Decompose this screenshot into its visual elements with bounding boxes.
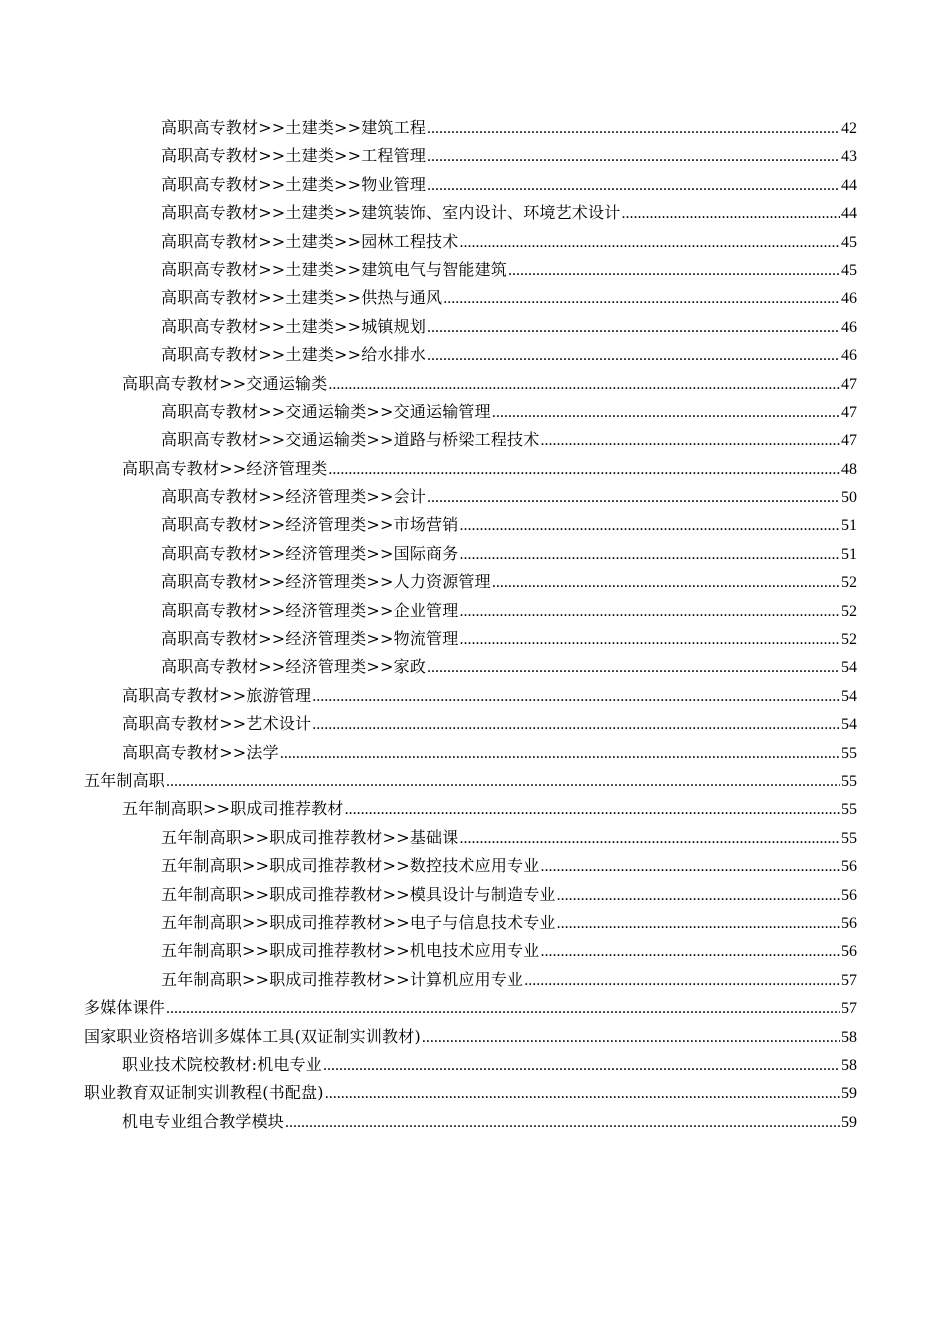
toc-dot-leader bbox=[345, 796, 840, 824]
toc-entry-title: 五年制高职>>职成司推荐教材>>模具设计与制造专业 bbox=[161, 884, 556, 904]
toc-entry-page-number: 52 bbox=[841, 602, 857, 620]
toc-entry-page-number: 58 bbox=[841, 1056, 857, 1074]
toc-entry-page-number: 55 bbox=[841, 744, 857, 762]
toc-entry[interactable] bbox=[84, 909, 857, 937]
toc-dot-leader bbox=[621, 200, 840, 228]
toc-dot-leader bbox=[459, 626, 840, 654]
toc-entry-page-number: 42 bbox=[841, 120, 857, 137]
toc-dot-leader bbox=[459, 512, 840, 540]
toc-entry-title: 高职高专教材>>经济管理类>>物流管理 bbox=[161, 629, 459, 649]
toc-entry-page-number: 48 bbox=[841, 460, 857, 478]
toc-entry-title: 高职高专教材>>交通运输类 bbox=[122, 373, 328, 393]
toc-entry-page-number: 56 bbox=[841, 886, 857, 904]
toc-entry-page-number: 59 bbox=[841, 1085, 857, 1103]
toc-entry[interactable] bbox=[84, 795, 857, 823]
toc-entry-page-number: 51 bbox=[841, 545, 857, 563]
toc-dot-leader bbox=[285, 1109, 840, 1137]
toc-entry[interactable] bbox=[84, 852, 857, 880]
toc-entry-page-number: 56 bbox=[841, 858, 857, 876]
toc-entry[interactable] bbox=[84, 824, 857, 852]
toc-entry[interactable] bbox=[84, 994, 857, 1022]
toc-entry[interactable] bbox=[84, 142, 857, 170]
toc-entry-title: 五年制高职>>职成司推荐教材>>数控技术应用专业 bbox=[161, 856, 540, 876]
toc-dot-leader bbox=[443, 285, 840, 313]
toc-entry-title: 高职高专教材>>经济管理类>>会计 bbox=[161, 487, 427, 507]
toc-entry-page-number: 52 bbox=[841, 574, 857, 592]
toc-dot-leader bbox=[427, 654, 840, 682]
toc-entry-title: 职业技术院校教材:机电专业 bbox=[122, 1054, 322, 1074]
toc-entry[interactable] bbox=[84, 937, 857, 965]
toc-entry[interactable] bbox=[84, 284, 857, 312]
toc-entry-page-number: 47 bbox=[841, 432, 857, 450]
toc-entry-page-number: 56 bbox=[841, 943, 857, 961]
toc-entry[interactable] bbox=[84, 455, 857, 483]
toc-dot-leader bbox=[166, 995, 840, 1023]
toc-dot-leader bbox=[427, 342, 840, 370]
toc-entry-page-number: 54 bbox=[841, 687, 857, 705]
toc-entry-page-number: 46 bbox=[841, 318, 857, 336]
toc-entry-title: 高职高专教材>>交通运输类>>道路与桥梁工程技术 bbox=[161, 430, 540, 450]
toc-dot-leader bbox=[312, 711, 840, 739]
toc-dot-leader bbox=[557, 882, 840, 910]
toc-dot-leader bbox=[459, 825, 840, 853]
toc-dot-leader bbox=[427, 115, 840, 143]
toc-entry[interactable] bbox=[84, 540, 857, 568]
toc-entry-page-number: 59 bbox=[841, 1113, 857, 1131]
toc-entry[interactable] bbox=[84, 739, 857, 767]
toc-entry[interactable] bbox=[84, 881, 857, 909]
toc-entry[interactable] bbox=[84, 171, 857, 199]
toc-entry[interactable] bbox=[84, 710, 857, 738]
toc-entry-page-number: 44 bbox=[841, 176, 857, 194]
toc-dot-leader bbox=[422, 1024, 840, 1052]
toc-entry-title: 五年制高职 bbox=[84, 770, 166, 790]
toc-entry-page-number: 43 bbox=[841, 148, 857, 166]
toc-dot-leader bbox=[557, 910, 840, 938]
toc-dot-leader bbox=[280, 740, 840, 768]
toc-entry[interactable] bbox=[84, 228, 857, 256]
toc-entry[interactable] bbox=[84, 1108, 857, 1136]
toc-entry-title: 高职高专教材>>经济管理类>>人力资源管理 bbox=[161, 572, 491, 592]
toc-entry[interactable] bbox=[84, 1051, 857, 1079]
toc-entry[interactable] bbox=[84, 199, 857, 227]
toc-dot-leader bbox=[459, 598, 840, 626]
toc-entry-title: 高职高专教材>>经济管理类 bbox=[122, 458, 328, 478]
toc-entry-page-number: 55 bbox=[841, 829, 857, 847]
toc-entry-title: 五年制高职>>职成司推荐教材>>机电技术应用专业 bbox=[161, 941, 540, 961]
toc-dot-leader bbox=[328, 456, 840, 484]
toc-dot-leader bbox=[427, 484, 840, 512]
toc-entry-title: 高职高专教材>>经济管理类>>企业管理 bbox=[161, 600, 459, 620]
toc-entry-title: 高职高专教材>>土建类>>物业管理 bbox=[161, 174, 427, 194]
toc-entry[interactable] bbox=[84, 966, 857, 994]
toc-entry[interactable] bbox=[84, 597, 857, 625]
toc-entry-title: 机电专业组合教学模块 bbox=[122, 1111, 285, 1131]
toc-dot-leader bbox=[328, 371, 840, 399]
toc-entry-page-number: 50 bbox=[841, 489, 857, 507]
toc-entry-title: 高职高专教材>>土建类>>建筑工程 bbox=[161, 118, 427, 137]
toc-entry[interactable] bbox=[84, 653, 857, 681]
toc-entry[interactable] bbox=[84, 114, 857, 142]
toc-entry-title: 国家职业资格培训多媒体工具(双证制实训教材) bbox=[84, 1026, 421, 1046]
toc-entry-title: 高职高专教材>>旅游管理 bbox=[122, 685, 312, 705]
toc-entry-page-number: 57 bbox=[841, 1000, 857, 1018]
toc-entry[interactable] bbox=[84, 1079, 857, 1107]
toc-entry-title: 多媒体课件 bbox=[84, 998, 166, 1018]
toc-entry-page-number: 45 bbox=[841, 261, 857, 279]
toc-entry[interactable] bbox=[84, 682, 857, 710]
toc-entry-page-number: 56 bbox=[841, 914, 857, 932]
toc-entry-title: 高职高专教材>>经济管理类>>国际商务 bbox=[161, 543, 459, 563]
toc-entry-title: 五年制高职>>职成司推荐教材>>计算机应用专业 bbox=[161, 969, 524, 989]
toc-entry[interactable] bbox=[84, 568, 857, 596]
toc-entry-title: 高职高专教材>>土建类>>给水排水 bbox=[161, 345, 427, 365]
toc-entry-title: 高职高专教材>>交通运输类>>交通运输管理 bbox=[161, 401, 491, 421]
toc-entry-page-number: 45 bbox=[841, 233, 857, 251]
toc-entry-title: 高职高专教材>>经济管理类>>市场营销 bbox=[161, 515, 459, 535]
toc-entry-page-number: 57 bbox=[841, 971, 857, 989]
toc-entry-title: 高职高专教材>>土建类>>工程管理 bbox=[161, 146, 427, 166]
toc-entry[interactable] bbox=[84, 341, 857, 369]
toc-entry-title: 高职高专教材>>土建类>>城镇规划 bbox=[161, 316, 427, 336]
toc-dot-leader bbox=[166, 768, 840, 796]
toc-entry-title: 五年制高职>>职成司推荐教材 bbox=[122, 799, 344, 819]
toc-entry-title: 高职高专教材>>土建类>>园林工程技术 bbox=[161, 231, 459, 251]
toc-entry-page-number: 47 bbox=[841, 403, 857, 421]
toc-entry-page-number: 52 bbox=[841, 631, 857, 649]
toc-dot-leader bbox=[427, 143, 840, 171]
toc-entry[interactable] bbox=[84, 625, 857, 653]
toc-entry-title: 高职高专教材>>艺术设计 bbox=[122, 714, 312, 734]
toc-dot-leader bbox=[459, 229, 840, 257]
toc-entry-page-number: 46 bbox=[841, 290, 857, 308]
toc-entry[interactable] bbox=[84, 483, 857, 511]
toc-entry[interactable] bbox=[84, 426, 857, 454]
toc-entry-title: 高职高专教材>>土建类>>建筑装饰、室内设计、环境艺术设计 bbox=[161, 203, 621, 223]
toc-dot-leader bbox=[524, 967, 840, 995]
table-of-contents bbox=[84, 114, 857, 1136]
toc-dot-leader bbox=[427, 172, 840, 200]
toc-entry-page-number: 58 bbox=[841, 1028, 857, 1046]
toc-entry-page-number: 44 bbox=[841, 205, 857, 223]
toc-dot-leader bbox=[427, 314, 840, 342]
toc-entry-page-number: 54 bbox=[841, 716, 857, 734]
toc-entry[interactable] bbox=[84, 511, 857, 539]
toc-entry-title: 高职高专教材>>土建类>>建筑电气与智能建筑 bbox=[161, 259, 508, 279]
toc-entry-title: 高职高专教材>>土建类>>供热与通风 bbox=[161, 288, 443, 308]
toc-dot-leader bbox=[540, 938, 840, 966]
toc-entry[interactable] bbox=[84, 370, 857, 398]
toc-entry-page-number: 55 bbox=[841, 801, 857, 819]
toc-entry-title: 职业教育双证制实训教程(书配盘) bbox=[84, 1083, 324, 1103]
toc-entry-page-number: 51 bbox=[841, 517, 857, 535]
toc-dot-leader bbox=[323, 1052, 840, 1080]
toc-dot-leader bbox=[312, 683, 840, 711]
toc-entry-page-number: 54 bbox=[841, 659, 857, 677]
toc-entry[interactable] bbox=[84, 256, 857, 284]
toc-entry-title: 五年制高职>>职成司推荐教材>>电子与信息技术专业 bbox=[161, 912, 556, 932]
toc-entry[interactable] bbox=[84, 313, 857, 341]
toc-entry-page-number: 47 bbox=[841, 375, 857, 393]
toc-entry-page-number: 55 bbox=[841, 772, 857, 790]
toc-entry-title: 高职高专教材>>经济管理类>>家政 bbox=[161, 657, 427, 677]
toc-dot-leader bbox=[492, 399, 840, 427]
toc-entry[interactable] bbox=[84, 767, 857, 795]
toc-dot-leader bbox=[325, 1080, 840, 1108]
toc-entry-title: 五年制高职>>职成司推荐教材>>基础课 bbox=[161, 827, 459, 847]
toc-entry-title: 高职高专教材>>法学 bbox=[122, 742, 279, 762]
toc-entry[interactable] bbox=[84, 398, 857, 426]
toc-dot-leader bbox=[540, 427, 840, 455]
toc-dot-leader bbox=[540, 853, 840, 881]
toc-dot-leader bbox=[459, 541, 840, 569]
toc-entry-page-number: 46 bbox=[841, 347, 857, 365]
toc-dot-leader bbox=[492, 569, 840, 597]
toc-dot-leader bbox=[508, 257, 840, 285]
toc-entry[interactable] bbox=[84, 1023, 857, 1051]
